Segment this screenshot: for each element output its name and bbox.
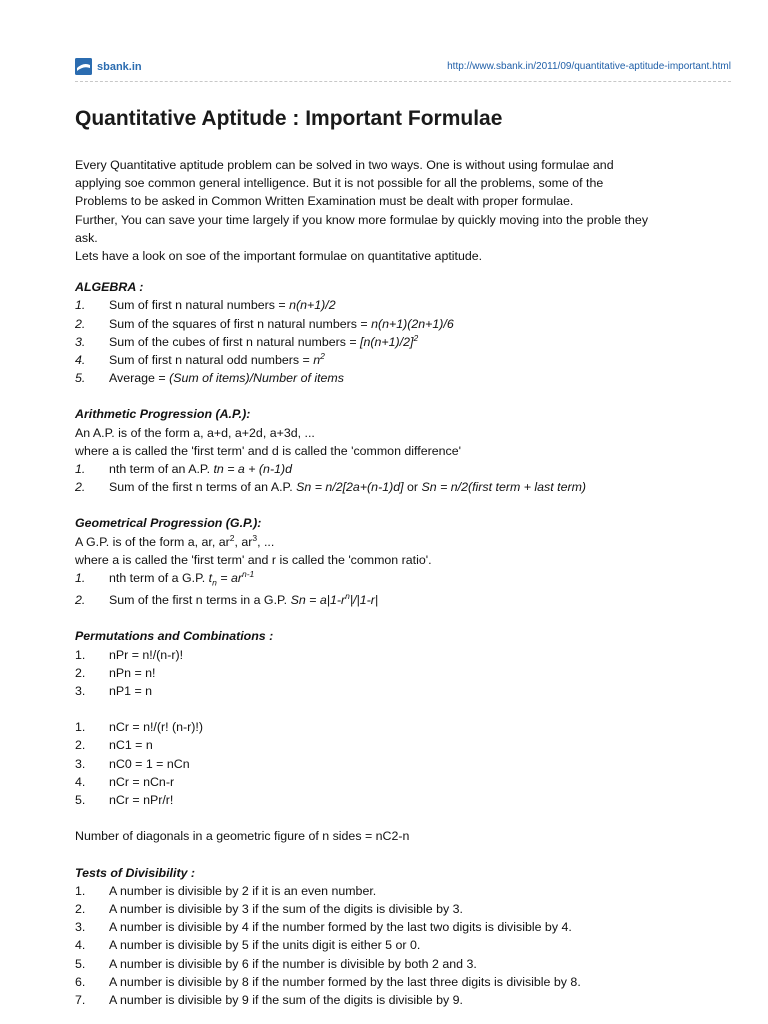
page-title: Quantitative Aptitude : Important Formulae	[75, 107, 503, 130]
intro-line: Lets have a look on soe of the important formulae on quantitative aptitude.	[75, 249, 483, 264]
list-item: 5. A number is divisible by 6 if the number is divisible by both 2 and 3.	[75, 956, 477, 971]
list-item: 3. nC0 = 1 = nCn	[75, 756, 190, 771]
list-item: 1. A number is divisible by 2 if it is an even number.	[75, 883, 377, 898]
ap-definition: where a is called the 'first term' and d is called the 'common difference'	[75, 443, 461, 458]
diagonals-line: Number of diagonals in a geometric figure of n sides = nC2-n	[75, 829, 410, 844]
gp-heading: Geometrical Progression (G.P.):	[75, 516, 262, 531]
list-item: 2. nPn = n!	[75, 665, 156, 680]
intro-line: ask.	[75, 230, 98, 245]
site-logo[interactable]	[75, 58, 142, 75]
list-item: 3. nP1 = n	[75, 684, 153, 699]
page-url-link[interactable]: http://www.sbank.in/2011/09/quantitative-aptitude-important.html	[447, 61, 731, 72]
divisibility-heading: Tests of Divisibility :	[75, 865, 196, 880]
intro-line: Further, You can save your time largely if you know more formulae by quickly moving into the proble they	[75, 212, 649, 227]
list-item: 4. A number is divisible by 5 if the units digit is either 5 or 0.	[75, 938, 421, 953]
pc-heading: Permutations and Combinations :	[75, 629, 274, 644]
site-name: sbank.in	[97, 60, 142, 73]
list-item: 4. Sum of first n natural odd numbers = $n^2$	[75, 350, 325, 368]
list-item: 2. Sum of the first n terms of an A.P. Sn = n/2[2a+(n-1)d] or Sn = n/2(first term + last term)	[75, 480, 587, 495]
intro-line: Every Quantitative aptitude problem can be solved in two ways. One is without using formulae and	[75, 158, 614, 172]
list-item: 1. nPr = n!/(n-r)!	[75, 647, 184, 662]
header-divider	[75, 81, 731, 82]
list-item: 2. Sum of the first n terms in a G.P. $Sn = a|1-r^n|/|1-r|$	[75, 591, 379, 608]
list-item: 7. A number is divisible by 9 if the sum of the digits is divisible by 9.	[75, 992, 463, 1007]
list-item: 3. Sum of the cubes of first n natural numbers = $[n(n+1)/2]^2$	[75, 332, 419, 349]
list-item: 2. Sum of the squares of first n natural numbers = n(n+1)(2n+1)/6	[75, 316, 454, 331]
algebra-heading: ALGEBRA :	[75, 280, 144, 295]
list-item: 5. nCr = nPr/r!	[75, 793, 174, 808]
page-header	[75, 58, 731, 80]
list-item: 1. Sum of first n natural numbers = n(n+1)/2	[75, 298, 336, 313]
list-item: 2. A number is divisible by 3 if the sum of the digits is divisible by 3.	[75, 901, 463, 916]
gp-definition: where a is called the 'first term' and r is called the 'common ratio'.	[75, 552, 432, 567]
intro-line: applying soe common general intelligence. But it is not possible for all the problems, some of the	[75, 176, 604, 191]
list-item: 5. Average = (Sum of items)/Number of items	[75, 371, 344, 386]
intro-line: Problems to be asked in Common Written Examination must be dealt with proper formulae.	[75, 194, 574, 209]
list-item: 1. nth term of an A.P. tn = a + (n-1)d	[75, 462, 292, 477]
gp-definition: A G.P. is of the form a, ar, $ar^2$, $ar^3$, ...	[75, 532, 275, 549]
list-item: 6. A number is divisible by 8 if the number formed by the last three digits is divisible by 8.	[75, 974, 581, 989]
list-item: 3. A number is divisible by 4 if the number formed by the last two digits is divisible by 4.	[75, 920, 572, 935]
ap-definition: An A.P. is of the form a, a+d, a+2d, a+3d, ...	[75, 425, 315, 440]
article-body	[75, 156, 731, 1009]
list-item: 4. nCr = nCn-r	[75, 774, 175, 789]
sbank-logo-icon	[75, 58, 92, 75]
list-item: 2. nC1 = n	[75, 738, 153, 753]
list-item: 1. nth term of a G.P. $t_n = ar^{n-1}$	[75, 568, 255, 588]
ap-heading: Arithmetic Progression (A.P.):	[75, 407, 251, 422]
list-item: 1. nCr = n!/(r! (n-r)!)	[75, 720, 203, 735]
